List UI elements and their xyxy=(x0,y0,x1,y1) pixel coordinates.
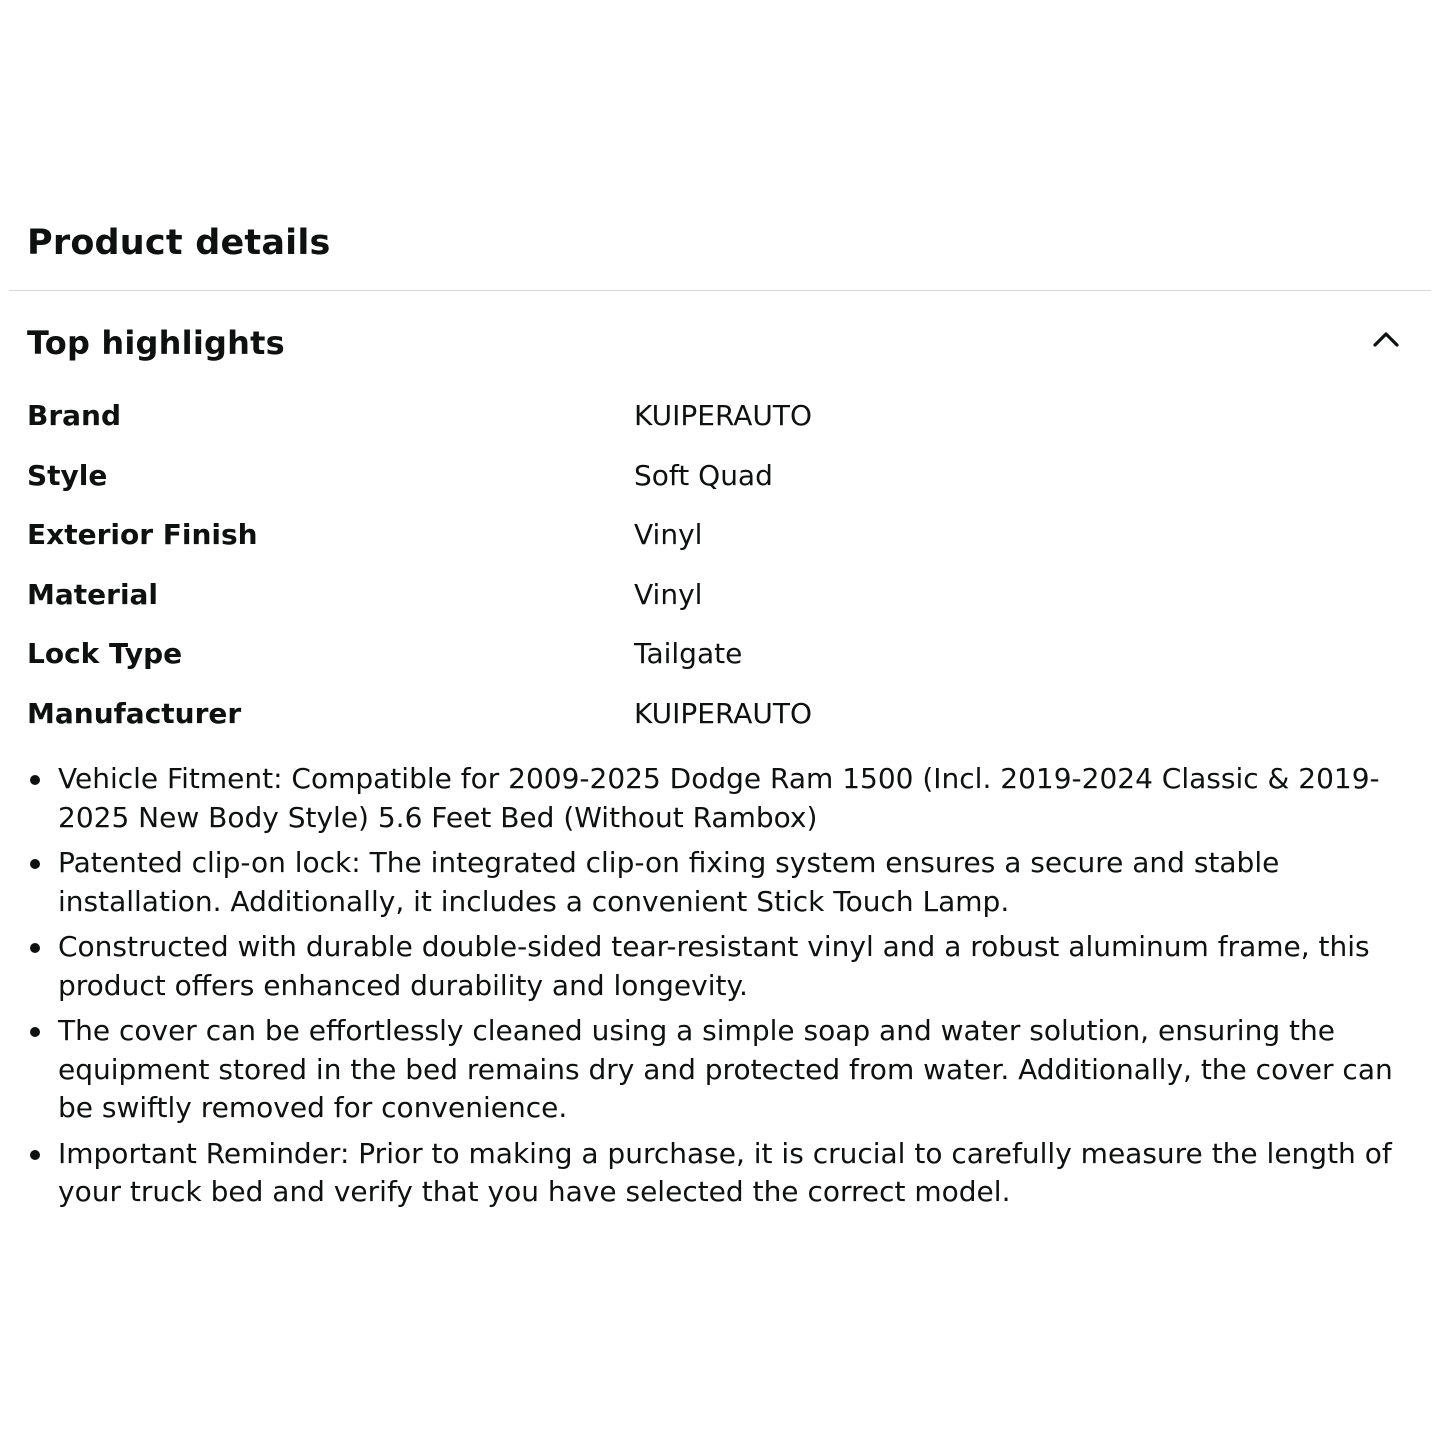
attribute-label: Brand xyxy=(27,399,122,432)
list-item xyxy=(27,928,1402,1005)
list-item xyxy=(27,844,1402,921)
bullet-icon xyxy=(30,775,40,785)
attribute-row-lock-type xyxy=(27,624,1407,684)
attribute-label: Material xyxy=(27,577,159,611)
attribute-row-style xyxy=(27,446,1407,506)
attribute-value: KUIPERAUTO xyxy=(634,399,813,432)
attribute-value: Vinyl xyxy=(634,577,703,611)
attribute-value: Soft Quad xyxy=(634,458,773,492)
attribute-row-manufacturer xyxy=(27,684,1407,744)
attribute-row-material xyxy=(27,565,1407,625)
bullet-icon xyxy=(30,943,40,953)
attribute-row-brand xyxy=(27,386,1407,446)
list-item-text: Patented clip-on lock: The integrated clip-on fixing system ensures a secure and stable installation. Additionally, it includes a convenient Stick Touch Lamp. xyxy=(58,846,1280,918)
section-title: Top highlights xyxy=(27,324,285,362)
chevron-up-icon[interactable] xyxy=(1369,322,1403,356)
attribute-label: Manufacturer xyxy=(27,696,242,730)
attributes-table xyxy=(27,386,1407,743)
attribute-label: Style xyxy=(27,458,108,492)
list-item xyxy=(27,760,1402,837)
top-highlights-header[interactable] xyxy=(0,316,1440,372)
bullet-icon xyxy=(30,1150,40,1160)
bullet-icon xyxy=(30,859,40,869)
list-item-text: Constructed with durable double-sided tear-resistant vinyl and a robust aluminum frame, this product offers enhanced durability and longevity. xyxy=(58,930,1370,1002)
attribute-value: KUIPERAUTO xyxy=(634,696,813,730)
list-item-text: The cover can be effortlessly cleaned using a simple soap and water solution, ensuring the equipment stored in the bed remains dry and protected from water. Additionally, the cover can be swiftly removed for convenience. xyxy=(58,1014,1393,1124)
list-item xyxy=(27,1135,1402,1212)
attribute-value: Tailgate xyxy=(634,637,743,670)
list-item xyxy=(27,1012,1402,1128)
list-item-text: Important Reminder: Prior to making a purchase, it is crucial to carefully measure the length of your truck bed and verify that you have selected the correct model. xyxy=(58,1136,1392,1208)
attribute-label: Exterior Finish xyxy=(27,518,258,551)
section-divider xyxy=(9,290,1431,291)
page-title: Product details xyxy=(27,223,331,263)
attribute-label: Lock Type xyxy=(27,637,183,670)
bullet-icon xyxy=(30,1027,40,1037)
highlights-list xyxy=(27,760,1402,1219)
list-item-text: Vehicle Fitment: Compatible for 2009-2025 Dodge Ram 1500 (Incl. 2019-2024 Classic & 2019-2025 New Body Style) 5.6 Feet Bed (Without Rambox) xyxy=(58,762,1380,834)
attribute-row-exterior-finish xyxy=(27,505,1407,565)
attribute-value: Vinyl xyxy=(634,518,703,551)
